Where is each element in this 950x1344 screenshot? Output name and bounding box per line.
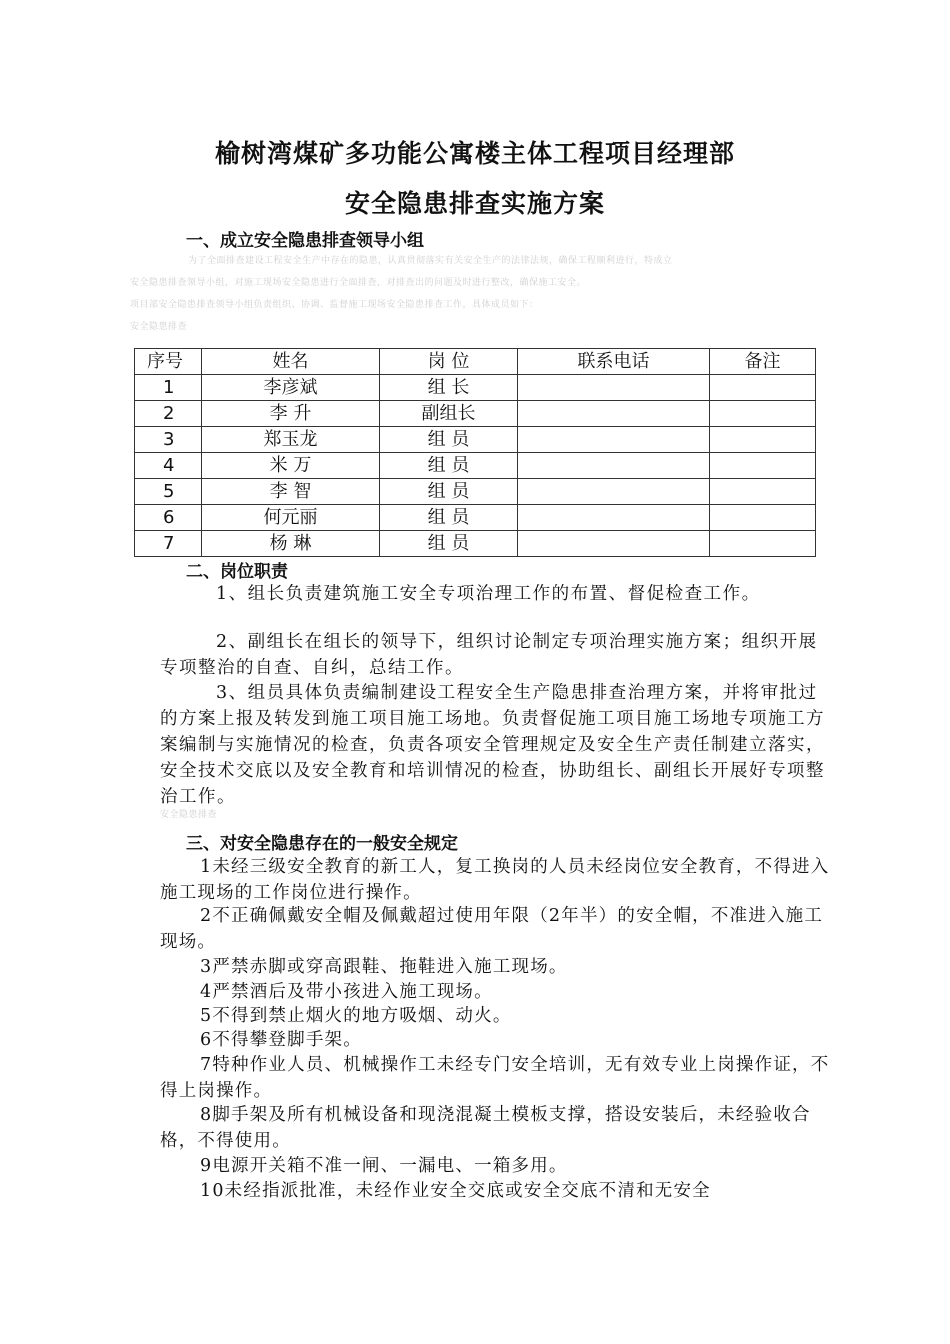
document-title-line1: 榆树湾煤矿多功能公寓楼主体工程项目经理部	[214, 139, 735, 168]
cell-seq: 6	[135, 505, 202, 531]
section3-heading: 三、对安全隐患存在的一般安全规定	[186, 834, 458, 854]
cell-position: 组 员	[380, 531, 518, 557]
rule-text: 6不得攀登脚手架。	[200, 1030, 362, 1050]
cell-phone	[518, 479, 710, 505]
rule-text: 10未经指派批准，未经作业安全交底或安全交底不清和无安全	[200, 1181, 711, 1201]
cell-remarks	[710, 427, 816, 453]
rule-item-2	[160, 903, 836, 955]
cell-phone	[518, 453, 710, 479]
duty-text: 2、副组长在组长的领导下，组织讨论制定专项治理实施方案；组织开展专项整治的自查、自纠，总结工作。	[160, 632, 818, 678]
table-row	[135, 531, 816, 557]
cell-phone	[518, 531, 710, 557]
section1-heading: 一、成立安全隐患排查领导小组	[186, 231, 424, 251]
duty-item-2	[160, 629, 836, 681]
duty-item-3	[160, 680, 836, 810]
faint-line: 安全隐患排查领导小组，对施工现场安全隐患进行全面排查，对排查出的问题及时进行整改，确保施工安全。	[130, 278, 587, 288]
leadership-team-table	[134, 348, 816, 557]
cell-position: 组 长	[380, 375, 518, 401]
header-name: 姓名	[202, 349, 380, 375]
cell-seq: 1	[135, 375, 202, 401]
cell-name: 米 万	[202, 453, 380, 479]
cell-remarks	[710, 375, 816, 401]
rule-item-3	[160, 954, 836, 980]
cell-phone	[518, 505, 710, 531]
header-position: 岗 位	[380, 349, 518, 375]
cell-name: 李 智	[202, 479, 380, 505]
rule-item-7	[160, 1052, 836, 1104]
rule-item-4	[160, 979, 836, 1005]
cell-seq: 4	[135, 453, 202, 479]
rule-item-1	[160, 854, 836, 906]
document-title-line2: 安全隐患排查实施方案	[344, 189, 605, 218]
duty-text: 1、组长负责建筑施工安全专项治理工作的布置、督促检查工作。	[216, 584, 761, 604]
rule-item-9	[160, 1153, 836, 1179]
table-row	[135, 401, 816, 427]
header-phone: 联系电话	[518, 349, 710, 375]
faint-text-block	[130, 250, 820, 338]
cell-position: 组 员	[380, 427, 518, 453]
table-row	[135, 453, 816, 479]
duty-item-1	[160, 581, 836, 607]
cell-phone	[518, 427, 710, 453]
cell-position: 组 员	[380, 505, 518, 531]
table-row	[135, 375, 816, 401]
rule-item-10	[160, 1178, 836, 1204]
faint-note: 安全隐患排查	[160, 810, 218, 820]
table-header-row	[135, 349, 816, 375]
cell-name: 李 升	[202, 401, 380, 427]
cell-name: 郑玉龙	[202, 427, 380, 453]
rule-text: 8脚手架及所有机械设备和现浇混凝土模板支撑，搭设安装后，未经验收合格，不得使用。	[160, 1105, 811, 1151]
table-row	[135, 505, 816, 531]
table-row	[135, 479, 816, 505]
cell-name: 杨 琳	[202, 531, 380, 557]
cell-remarks	[710, 401, 816, 427]
cell-seq: 5	[135, 479, 202, 505]
cell-seq: 3	[135, 427, 202, 453]
cell-position: 组 员	[380, 453, 518, 479]
cell-position: 组 员	[380, 479, 518, 505]
rule-text: 5不得到禁止烟火的地方吸烟、动火。	[200, 1006, 512, 1026]
cell-phone	[518, 401, 710, 427]
cell-remarks	[710, 531, 816, 557]
rule-text: 1未经三级安全教育的新工人，复工换岗的人员未经岗位安全教育，不得进入施工现场的工作岗位进行操作。	[160, 857, 830, 903]
rule-text: 3严禁赤脚或穿高跟鞋、拖鞋进入施工现场。	[200, 957, 568, 977]
rule-text: 4严禁酒后及带小孩进入施工现场。	[200, 982, 493, 1002]
cell-seq: 2	[135, 401, 202, 427]
rule-text: 9电源开关箱不准一闸、一漏电、一箱多用。	[200, 1156, 568, 1176]
rule-item-6	[160, 1027, 836, 1053]
cell-remarks	[710, 505, 816, 531]
cell-name: 李彦斌	[202, 375, 380, 401]
header-remarks: 备注	[710, 349, 816, 375]
faint-line: 为了全面排查建设工程安全生产中存在的隐患，认真贯彻落实有关安全生产的法律法规，确保工程顺利进行，特成立	[188, 256, 673, 266]
header-seq: 序号	[135, 349, 202, 375]
cell-phone	[518, 375, 710, 401]
cell-seq: 7	[135, 531, 202, 557]
cell-name: 何元丽	[202, 505, 380, 531]
cell-remarks	[710, 453, 816, 479]
cell-position: 副组长	[380, 401, 518, 427]
rule-item-5	[160, 1003, 836, 1029]
faint-line: 项目部安全隐患排查领导小组负责组织、协调、监督施工现场安全隐患排查工作，具体成员如下：	[130, 300, 539, 310]
section2-heading: 二、岗位职责	[186, 562, 288, 582]
table-row	[135, 427, 816, 453]
cell-remarks	[710, 479, 816, 505]
rule-text: 7特种作业人员、机械操作工未经专门安全培训，无有效专业上岗操作证，不得上岗操作。	[160, 1055, 830, 1101]
rule-item-8	[160, 1102, 836, 1154]
faint-line: 安全隐患排查	[130, 322, 188, 332]
duty-text: 3、组员具体负责编制建设工程安全生产隐患排查治理方案，并将审批过的方案上报及转发到施工项目施工场地。负责督促施工项目施工场地专项施工方案编制与实施情况的检查，负责各项安全管理规定及安全生产责任制建立落实，安全技术交底以及安全教育和培训情况的检查，协助组长、副组长开展好专项整治工作。	[160, 683, 825, 807]
rule-text: 2不正确佩戴安全帽及佩戴超过使用年限（2年半）的安全帽，不准进入施工现场。	[160, 906, 824, 952]
